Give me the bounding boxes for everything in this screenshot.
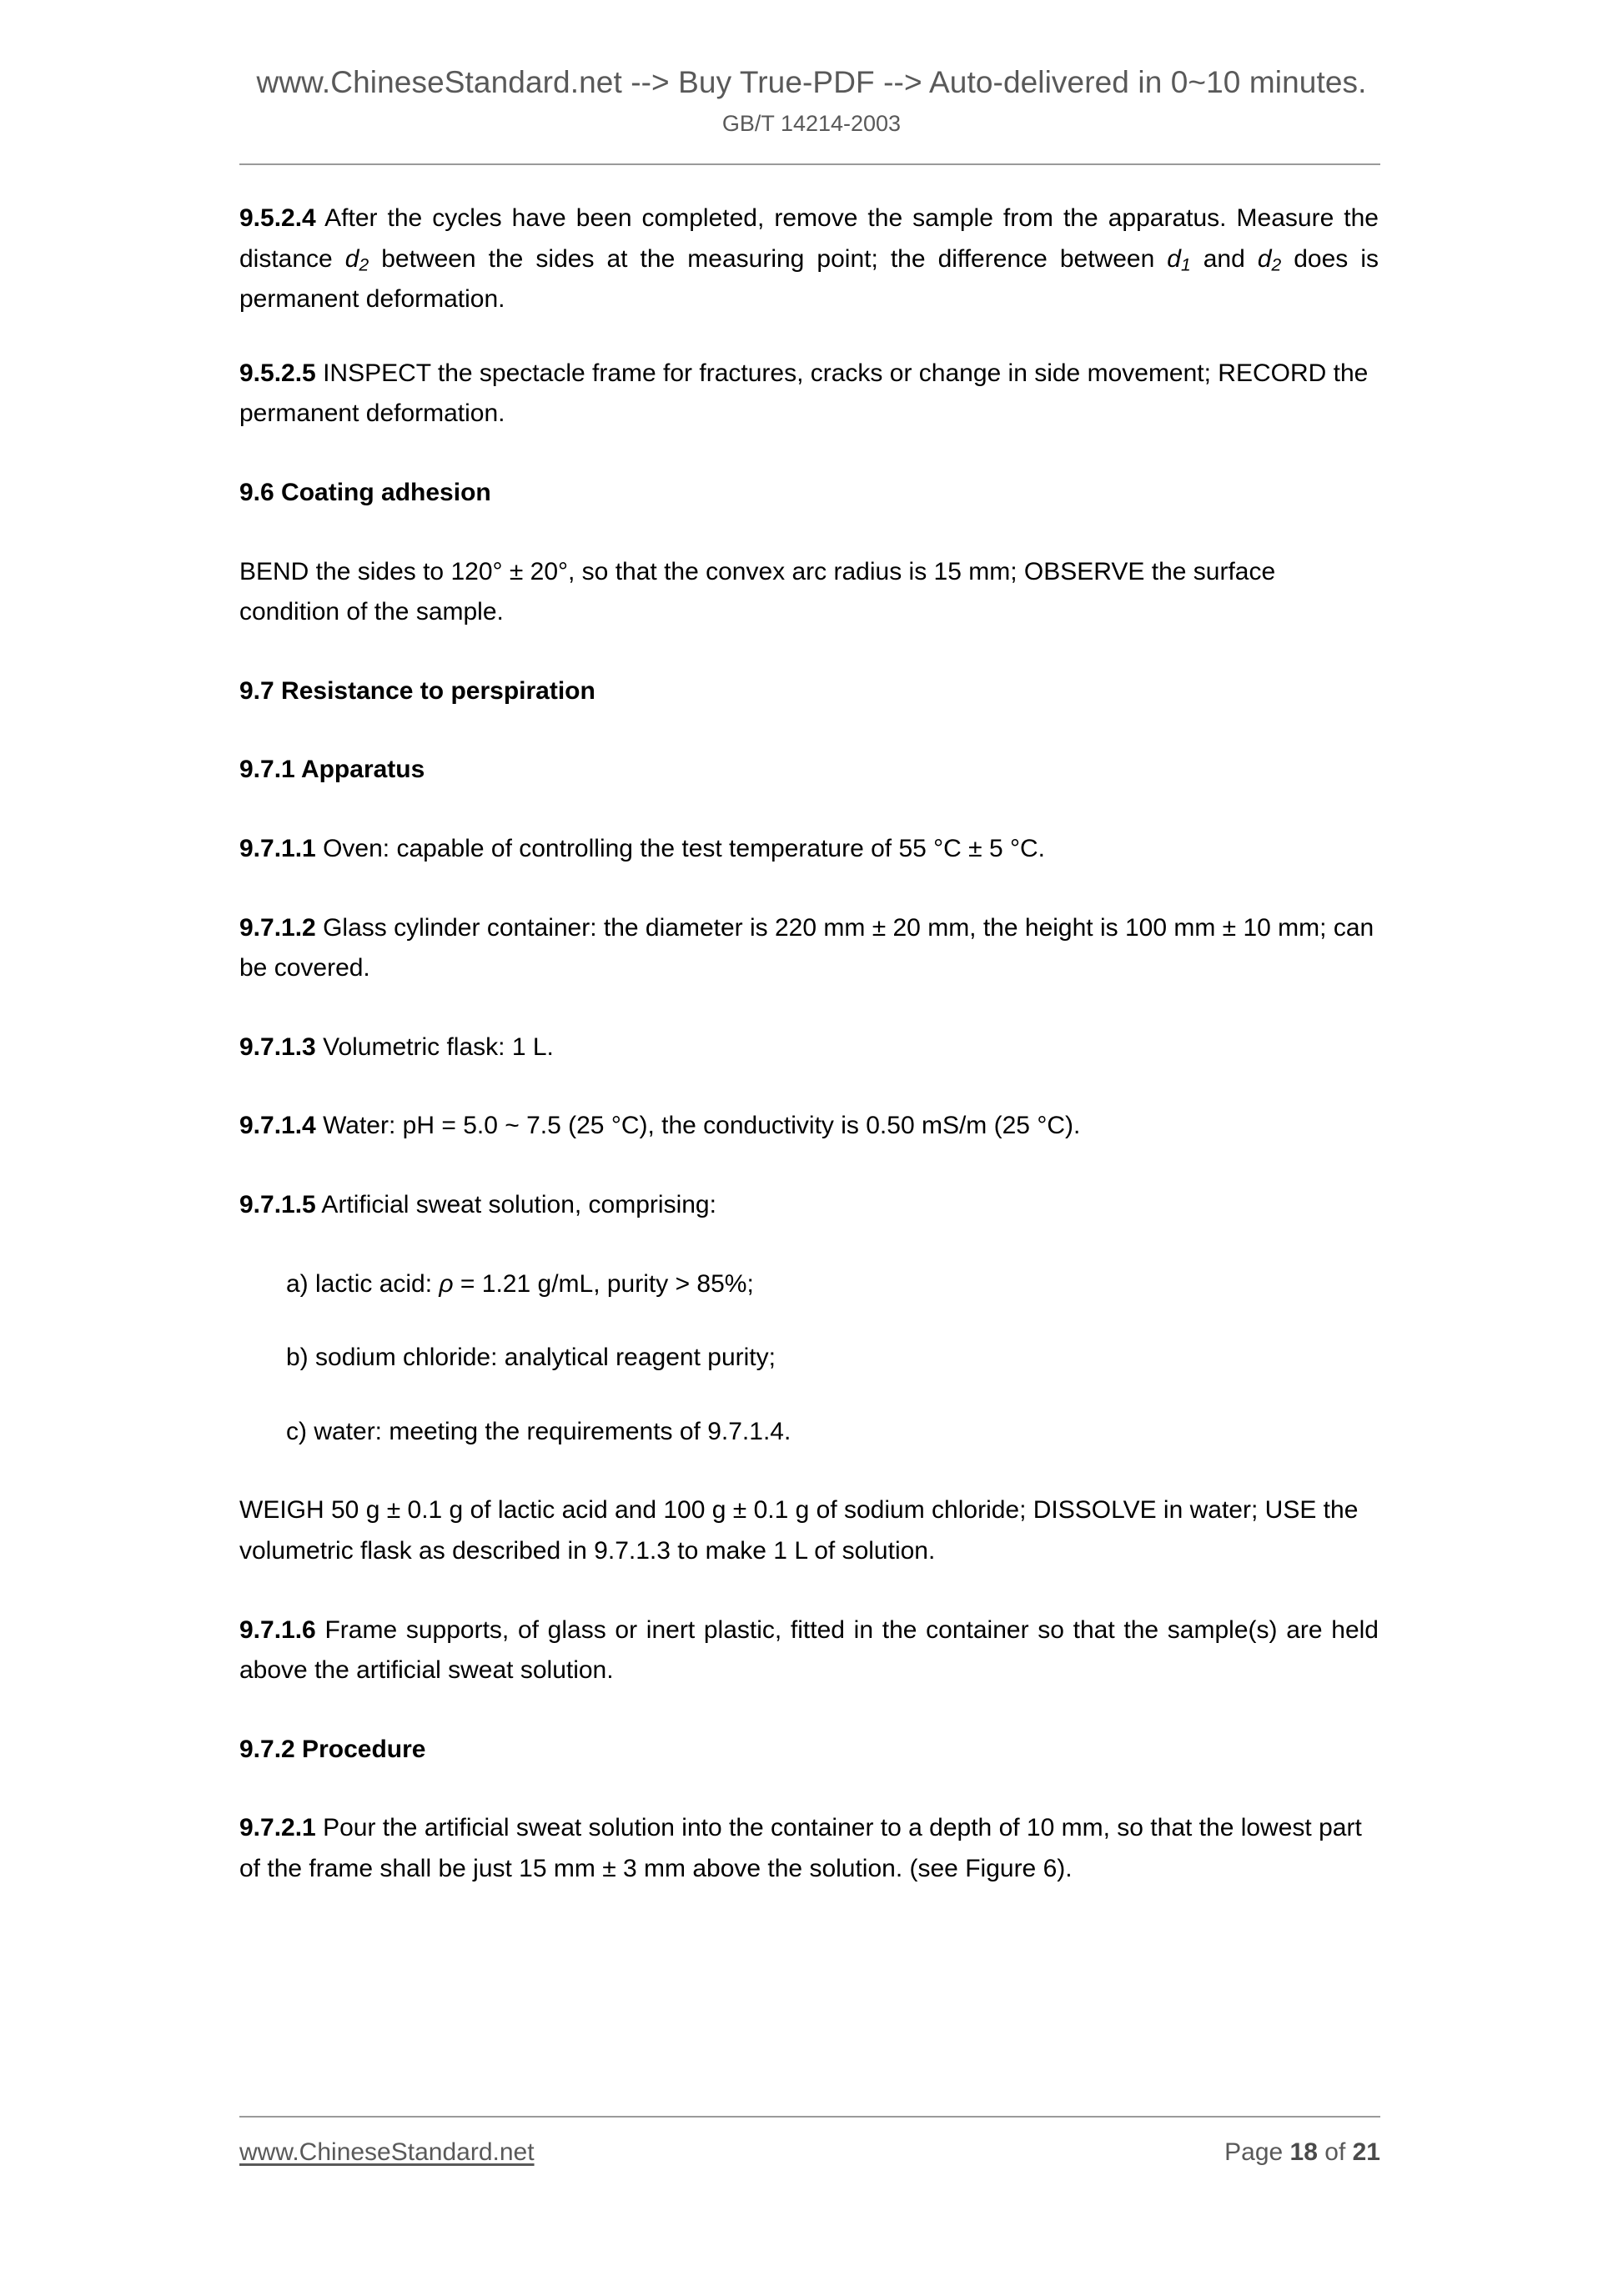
heading-9-7: 9.7 Resistance to perspiration [239, 676, 595, 705]
symbol-d-glyph: d [1167, 244, 1181, 273]
clause-text-9-5-2-4-part1: After the cycles have been completed, remove the sample from the apparatus. Measure the distance [239, 204, 1379, 273]
list-item-a-prefix: a) lactic acid: [286, 1269, 440, 1298]
paragraph-9-7-1-6 [239, 1610, 1379, 1691]
page-total-number: 21 [1352, 2138, 1380, 2166]
clause-number-9-7-1-2: 9.7.1.2 [239, 913, 316, 942]
clause-number-9-5-2-5: 9.5.2.5 [239, 359, 316, 387]
page-header [0, 63, 1623, 138]
symbol-d2-second [1258, 245, 1281, 273]
paragraph-9-7-1-5 [239, 1185, 1379, 1226]
page-number-indicator [1224, 2138, 1380, 2167]
clause-text-9-7-1-3: Volumetric flask: 1 L. [315, 1032, 554, 1061]
clause-text-9-7-2-1: Pour the artificial sweat solution into the container to a depth of 10 mm, so that the lowest part of the frame shall be just 15 mm ± 3 mm above the solution. (see Figure 6). [239, 1814, 1362, 1882]
symbol-d2-subscript: 2 [359, 255, 369, 275]
paragraph-9-7-1-1 [239, 829, 1379, 870]
paragraph-9-5-2-4 [239, 198, 1379, 320]
page-label-prefix: Page [1224, 2138, 1290, 2166]
paragraph-9-7-2-1 [239, 1808, 1379, 1889]
clause-text-9-7-1-2: Glass cylinder container: the diameter is 220 mm ± 20 mm, the height is 100 mm ± 10 mm; can be covered. [239, 913, 1374, 982]
list-item-a [239, 1264, 1379, 1305]
heading-9-6: 9.6 Coating adhesion [239, 479, 491, 506]
symbol-d-glyph: d [1257, 244, 1272, 273]
clause-text-9-7-1-4: Water: pH = 5.0 ~ 7.5 (25 °C), the conductivity is 0.50 mS/m (25 °C). [315, 1112, 1081, 1140]
clause-text-9-5-2-5: INSPECT the spectacle frame for fractures, cracks or change in side movement; RECORD the permanent deformation. [239, 359, 1369, 428]
heading-9-7-1: 9.7.1 Apparatus [239, 756, 425, 784]
clause-text-9-5-2-4-part3: and [1190, 244, 1258, 273]
paragraph-9-7-1-3 [239, 1027, 1379, 1068]
heading-9-7-2: 9.7.2 Procedure [239, 1735, 426, 1763]
clause-number-9-7-1-6: 9.7.1.6 [239, 1615, 316, 1644]
footer-website-link[interactable]: www.ChineseStandard.net [239, 2138, 535, 2166]
clause-number-9-7-2-1: 9.7.2.1 [239, 1814, 316, 1842]
reagent-list [239, 1264, 1379, 1453]
paragraph-9-7-1-4 [239, 1106, 1379, 1147]
clause-text-9-7-1-5: Artificial sweat solution, comprising: [315, 1190, 716, 1218]
paragraph-9-6: BEND the sides to 120° ± 20°, so that the convex arc radius is 15 mm; OBSERVE the surface condition of the sample. [239, 557, 1276, 626]
document-body [239, 198, 1379, 1889]
promo-banner: www.ChineseStandard.net --> Buy True-PDF --> Auto-delivered in 0~10 minutes. [256, 65, 1367, 99]
clause-number-9-7-1-1: 9.7.1.1 [239, 834, 316, 862]
clause-number-9-7-1-4: 9.7.1.4 [239, 1112, 316, 1140]
page-label-middle: of [1317, 2138, 1353, 2166]
clause-text-9-7-1-1: Oven: capable of controlling the test temperature of 55 °C ± 5 °C. [315, 834, 1045, 862]
clause-number-9-7-1-3: 9.7.1.3 [239, 1032, 316, 1061]
symbol-rho: ρ [439, 1269, 454, 1298]
page-current-number: 18 [1289, 2138, 1318, 2166]
footer-divider [239, 2116, 1380, 2118]
list-item-b: b) sodium chloride: analytical reagent purity; [286, 1344, 776, 1372]
clause-text-9-7-1-6: Frame supports, of glass or inert plastic, fitted in the container so that the sample(s) are held above the artificial sweat solution. [239, 1615, 1379, 1685]
header-divider [239, 163, 1380, 165]
paragraph-9-7-1-2 [239, 908, 1379, 989]
symbol-d-glyph: d [344, 244, 359, 273]
clause-number-9-7-1-5: 9.7.1.5 [239, 1190, 316, 1218]
symbol-d1-subscript: 1 [1180, 255, 1191, 275]
symbol-d1 [1167, 245, 1190, 273]
clause-text-9-5-2-4-part2: between the sides at the measuring point; the difference between [369, 244, 1168, 273]
symbol-d2-first [345, 245, 369, 273]
symbol-d2-subscript: 2 [1271, 255, 1282, 275]
paragraph-9-5-2-5 [239, 354, 1379, 435]
page-footer [239, 2138, 1380, 2167]
clause-number-9-5-2-4: 9.5.2.4 [239, 204, 316, 232]
standard-number: GB/T 14214-2003 [721, 111, 902, 137]
paragraph-weigh-procedure: WEIGH 50 g ± 0.1 g of lactic acid and 100 g ± 0.1 g of sodium chloride; DISSOLVE in water; USE the volumetric flask as described in 9.7.1.3 to make 1 L of solution. [239, 1496, 1359, 1565]
list-item-c: c) water: meeting the requirements of 9.7.1.4. [286, 1417, 791, 1445]
clause-text-9-5-2-4-part4: does is permanent deformation. [239, 244, 1379, 314]
list-item-a-suffix: = 1.21 g/mL, purity > 85%; [453, 1269, 754, 1298]
